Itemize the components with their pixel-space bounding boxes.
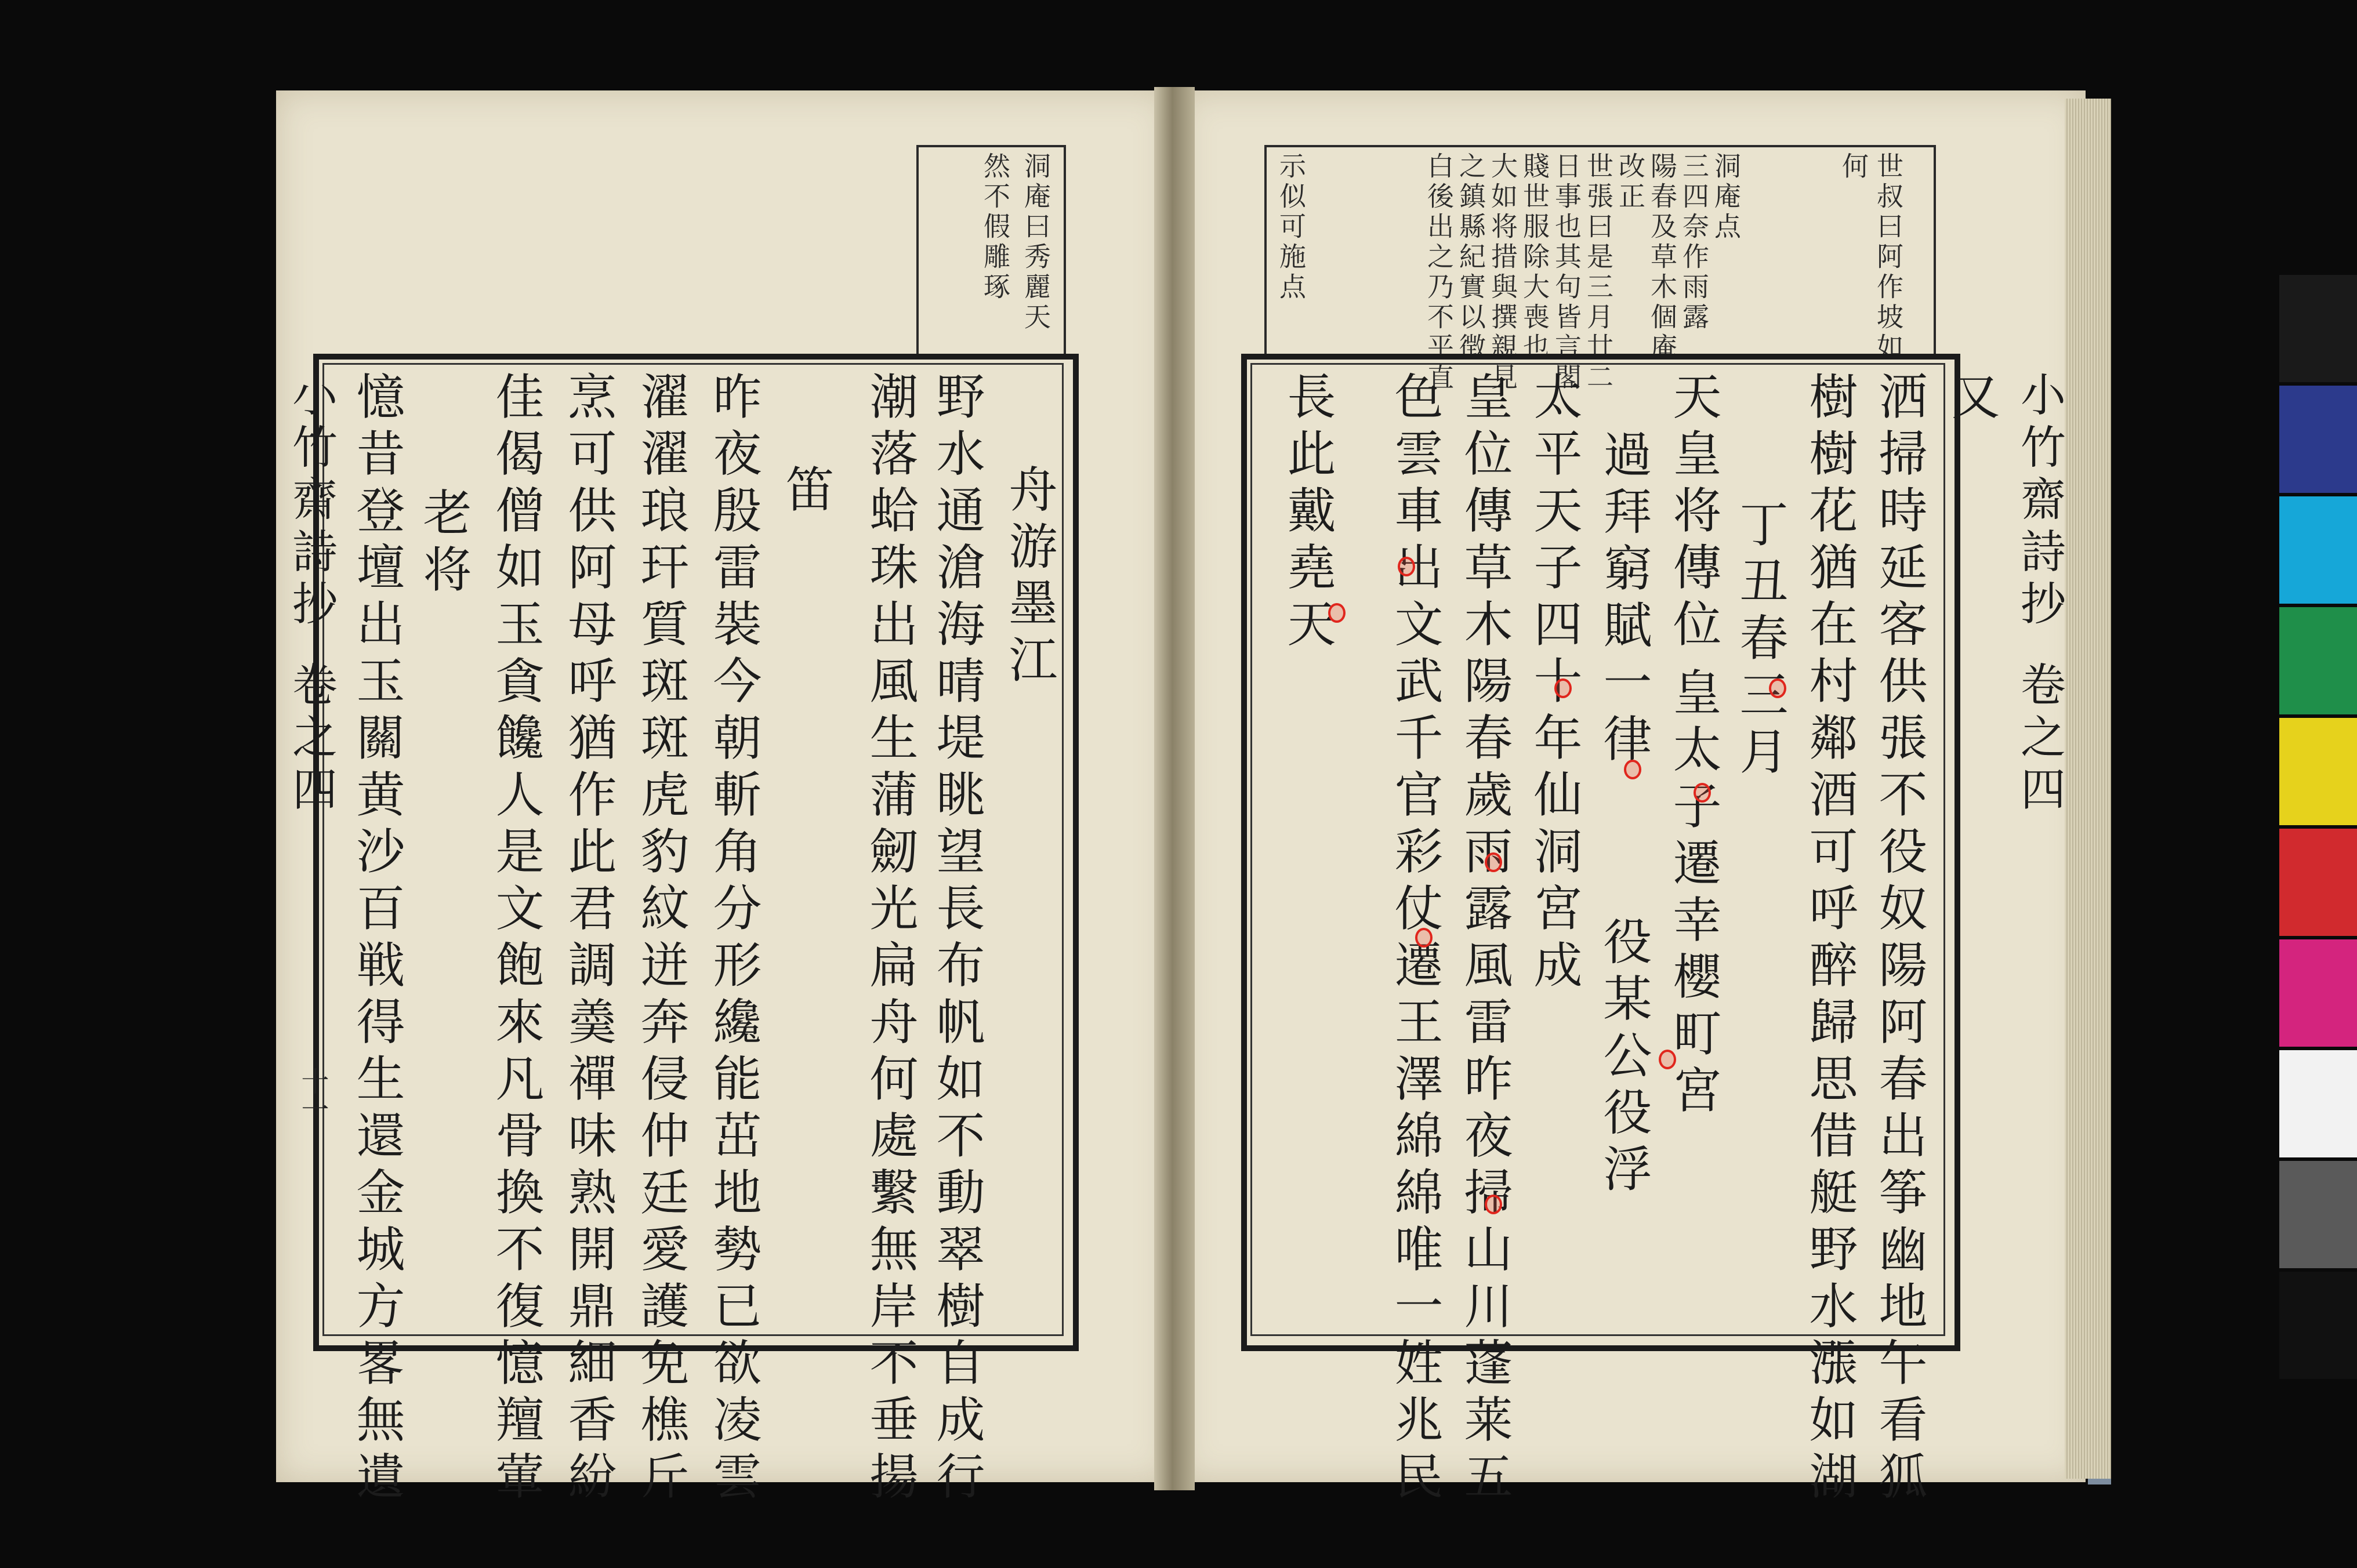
poem-title: 舟游墨江 — [1001, 464, 1058, 691]
text-column: 濯濯琅玕質斑斑虎豹紋迸奔侵仲廷愛護免樵斤 — [633, 371, 690, 1508]
color-swatch — [2279, 275, 2357, 382]
right-spine-title: 小竹齋詩抄 — [2013, 371, 2065, 632]
color-swatch — [2279, 829, 2357, 936]
red-circle-mark — [1485, 1195, 1502, 1214]
page-edges — [2065, 99, 2111, 1479]
color-swatch — [2279, 1161, 2357, 1268]
right-header-note-line: 白後出之乃不平直 — [1423, 152, 1455, 393]
right-header-note-line: 賤世服除大喪也 — [1519, 152, 1550, 363]
color-swatch — [2279, 607, 2357, 714]
text-column: 樹樹花猶在村鄰酒可呼醉歸思借艇野水漲如湖 — [1801, 371, 1858, 1508]
left-spine-volume: 卷之四 — [285, 661, 337, 818]
poem-title: 老将 — [415, 487, 472, 601]
poem-title: 天皇将傳位 — [1665, 371, 1722, 655]
right-header-note-line: 大如将措與撰親見 — [1487, 152, 1518, 393]
text-column: 憶昔登壇出玉關黄沙百戦得生還金城方畧無遺 — [349, 371, 405, 1508]
red-circle-mark — [1659, 1050, 1676, 1069]
right-header-note-line: 三四奈作雨露 — [1678, 152, 1710, 333]
text-column: 洒掃時延客供張不役奴陽阿春出筝幽地午看狐 — [1871, 371, 1928, 1508]
left-header-note-line: 然不假雕琢 — [980, 152, 1011, 303]
color-swatch — [2279, 496, 2357, 604]
text-column: 昨夜殷雷裝今朝斬角分形纔能茁地勢已欲凌雲 — [705, 371, 762, 1508]
right-header-note-line: 世叔曰阿作坡如 — [1873, 152, 1904, 363]
color-swatch — [2279, 1050, 2357, 1157]
poem-title: 笛 — [778, 464, 835, 521]
right-spine-volume: 卷之四 — [2013, 661, 2065, 818]
red-circle-mark — [1769, 678, 1786, 698]
text-column: 野水通滄海晴堤眺望長布帆如不動翠樹自成行 — [929, 371, 985, 1508]
poem-title: 皇太子遷幸櫻町宮 — [1665, 667, 1722, 1121]
red-circle-mark — [1485, 852, 1502, 872]
poem-title: 又 — [1943, 371, 2000, 428]
red-circle-mark — [1554, 678, 1572, 698]
red-circle-mark — [1328, 603, 1346, 623]
text-column: 太平天子四十年仙洞宮成 — [1526, 371, 1583, 996]
right-header-note-line: 日事也其句皆言閣 — [1551, 152, 1582, 393]
text-column: 皇位傳草木陽春歲雨露風雷昨夜掃山川蓬莱五 — [1456, 371, 1513, 1508]
red-circle-mark — [1624, 760, 1641, 779]
color-swatch — [2279, 939, 2357, 1047]
left-header-note-line: 洞庵曰秀麗天 — [1020, 152, 1051, 333]
text-column: 潮落蛤珠出風生蒲劒光扁舟何處繫無岸不垂揚 — [862, 371, 919, 1508]
color-swatch — [2279, 718, 2357, 825]
right-header-note-line: 之鎮縣紀實以徴 — [1455, 152, 1486, 363]
red-circle-mark — [1694, 783, 1711, 803]
poem-title: 過拜窮賦一律 — [1595, 429, 1652, 770]
text-column: 烹可供阿母呼猶作此君調羮禪味熟開鼎細香紛 — [560, 371, 617, 1508]
right-header-note-line: 何 — [1838, 152, 1869, 182]
right-header-note-line: 改正 — [1615, 152, 1646, 212]
color-swatch — [2279, 386, 2357, 493]
text-column: 色雲車出文武千官彩仗遷王澤綿綿唯一姓兆民 — [1387, 371, 1444, 1508]
color-swatch — [2279, 1272, 2357, 1379]
folio-number: 十一 — [296, 1067, 329, 1123]
left-spine-title: 小竹齋詩抄 — [285, 371, 337, 632]
red-circle-mark — [1415, 928, 1433, 948]
poem-title: 役某公役浮 — [1595, 916, 1652, 1200]
poem-title: 丁丑春三月 — [1732, 499, 1789, 783]
book-gutter — [1154, 87, 1195, 1490]
text-column: 長此戴堯天 — [1279, 371, 1336, 655]
red-circle-mark — [1398, 557, 1415, 576]
right-header-note-line: 示似可施点 — [1275, 152, 1307, 303]
text-column: 佳偈僧如玉貪饞人是文飽來凡骨換不復憶羶葷 — [488, 371, 545, 1508]
color-calibration-card — [2279, 275, 2357, 1382]
right-header-note-line: 洞庵点 — [1710, 152, 1742, 242]
right-header-note-line: 陽春及草木個庵 — [1647, 152, 1678, 363]
right-header-note-line: 世張曰是三月廿二 — [1583, 152, 1614, 393]
